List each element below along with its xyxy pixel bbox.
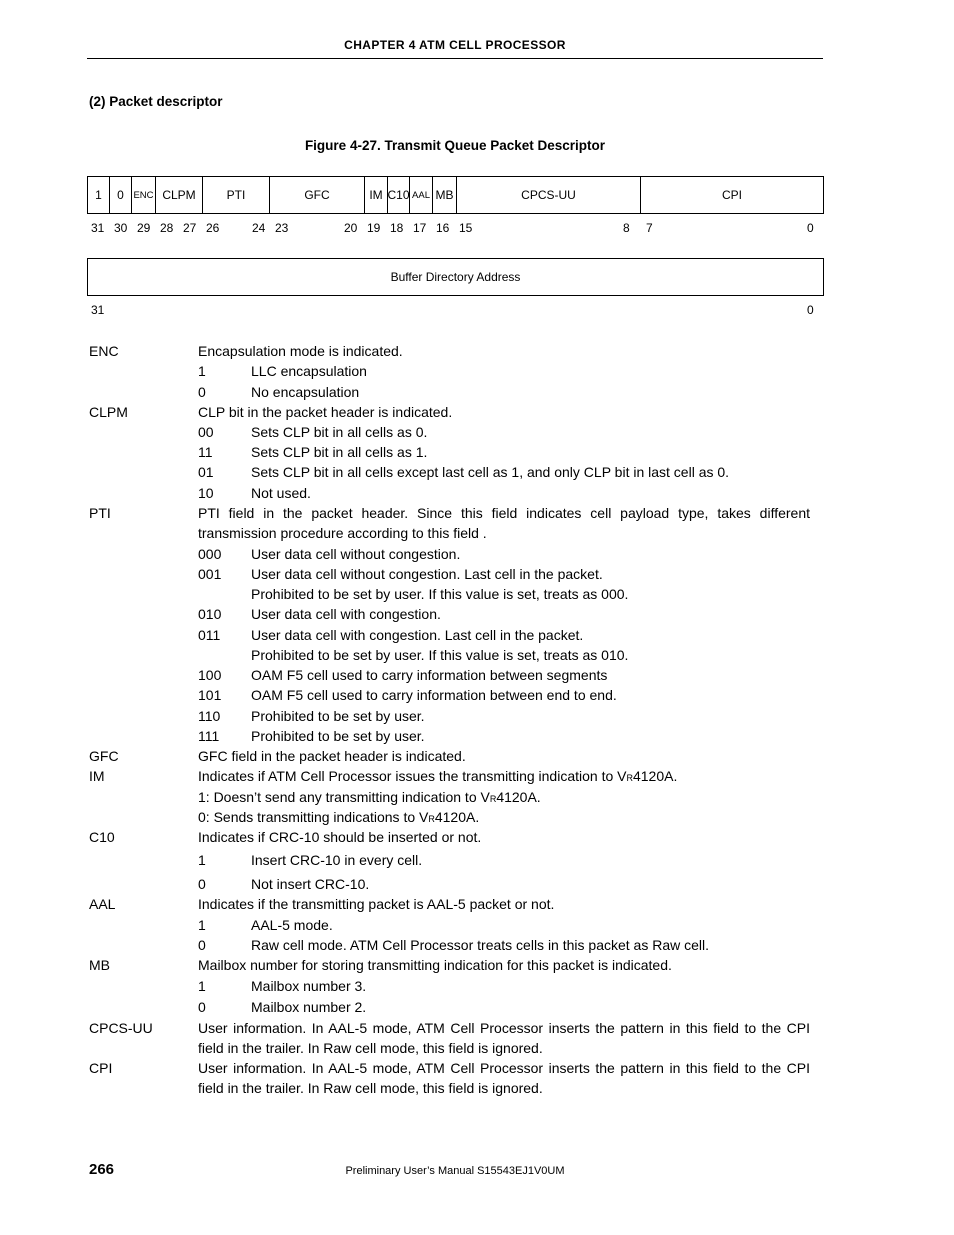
value-code: 1 (198, 852, 206, 868)
def-desc-mb: Mailbox number for storing transmitting indication for this packet is indicated. (198, 957, 672, 973)
value-code: 111 (198, 728, 220, 744)
bit-label: 17 (413, 221, 427, 235)
bit-label: 19 (367, 221, 381, 235)
value-desc: OAM F5 cell used to carry information between end to end. (251, 687, 617, 703)
bit-label: 8 (623, 221, 630, 235)
def-desc-cpi: User information. In AAL-5 mode, ATM Cell Processor inserts the pattern in this field to the CPI (198, 1060, 810, 1076)
def-desc-pti-cont: transmission procedure according to this field . (198, 525, 487, 541)
bit-label: 0 (807, 221, 814, 235)
def-desc-clpm: CLP bit in the packet header is indicated. (198, 404, 453, 420)
value-desc: Not insert CRC-10. (251, 876, 370, 892)
bit-label: 24 (252, 221, 266, 235)
value-desc: Prohibited to be set by user. (251, 728, 425, 744)
field-bit30: 0 (110, 177, 132, 213)
bit-label: 7 (646, 221, 653, 235)
def-term-aal: AAL (89, 896, 116, 912)
value-code: 0 (198, 384, 206, 400)
field-gfc: GFC (270, 177, 365, 213)
value-code: 1 (198, 363, 206, 379)
def-desc-enc: Encapsulation mode is indicated. (198, 343, 403, 359)
value-code: 110 (198, 708, 221, 724)
value-desc: Raw cell mode. ATM Cell Processor treats cells in this packet as Raw cell. (251, 937, 710, 953)
footer-manual: Preliminary User’s Manual S15543EJ1V0UM (345, 1165, 565, 1177)
value-note: Prohibited to be set by user. If this value is set, treats as 000. (251, 586, 629, 602)
value-code: 1 (198, 917, 206, 933)
value-code: 000 (198, 546, 222, 562)
def-term-enc: ENC (89, 343, 119, 359)
value-desc: User data cell with congestion. Last cell in the packet. (251, 627, 584, 643)
bit-label: 20 (344, 221, 358, 235)
value-code: 010 (198, 606, 222, 622)
bit-label: 31 (91, 303, 105, 317)
figure-title: Figure 4-27. Transmit Queue Packet Descriptor (304, 138, 606, 153)
value-desc: Sets CLP bit in all cells as 0. (251, 424, 428, 440)
bit-label: 15 (459, 221, 473, 235)
def-desc-im: Indicates if ATM Cell Processor issues the transmitting indication to VR4120A. (198, 768, 678, 784)
value-code: 10 (198, 485, 214, 501)
value-desc: User data cell without congestion. (251, 546, 461, 562)
bit-label: 29 (137, 221, 151, 235)
value-desc: AAL-5 mode. (251, 917, 333, 933)
bit-label: 31 (91, 221, 105, 235)
value-code: 011 (198, 627, 221, 643)
value-desc: Mailbox number 2. (251, 999, 367, 1015)
field-clpm: CLPM (156, 177, 203, 213)
def-term-gfc: GFC (89, 748, 119, 764)
header-rule (87, 58, 823, 59)
field-mb: MB (433, 177, 457, 213)
def-desc-c10: Indicates if CRC-10 should be inserted or not. (198, 829, 482, 845)
def-desc-pti: PTI field in the packet header. Since this field indicates cell payload type, takes different (198, 505, 810, 521)
value-code: 101 (198, 687, 222, 703)
value-desc: Sets CLP bit in all cells except last cell as 1, and only CLP bit in last cell as 0. (251, 464, 730, 480)
field-bit31: 1 (88, 177, 110, 213)
bit-label: 27 (183, 221, 197, 235)
value-code: 1 (198, 978, 206, 994)
field-aal: AAL (410, 177, 433, 213)
field-im: IM (365, 177, 388, 213)
value-desc: User data cell with congestion. (251, 606, 441, 622)
value-desc: Prohibited to be set by user. (251, 708, 425, 724)
def-term-pti: PTI (89, 505, 111, 521)
value-desc: LLC encapsulation (251, 363, 367, 379)
bit-label: 26 (206, 221, 220, 235)
value-code: 100 (198, 667, 222, 683)
value-desc: Insert CRC-10 in every cell. (251, 852, 423, 868)
bit-label: 18 (390, 221, 404, 235)
bit-label: 23 (275, 221, 289, 235)
def-term-mb: MB (89, 957, 110, 973)
value-desc: Sets CLP bit in all cells as 1. (251, 444, 428, 460)
field-c10: C10 (388, 177, 410, 213)
value-code: 00 (198, 424, 214, 440)
def-term-clpm: CLPM (89, 404, 128, 420)
value-code: 11 (198, 444, 213, 460)
def-im-option-0: 0: Sends transmitting indications to VR4120A. (198, 809, 480, 825)
def-desc-aal: Indicates if the transmitting packet is AAL-5 packet or not. (198, 896, 555, 912)
bit-label: 28 (160, 221, 174, 235)
def-term-c10: C10 (89, 829, 115, 845)
descriptor-word-2 (87, 258, 824, 296)
def-term-cpcs-uu: CPCS-UU (89, 1020, 153, 1036)
def-term-im: IM (89, 768, 105, 784)
value-code: 0 (198, 937, 206, 953)
field-pti: PTI (203, 177, 270, 213)
value-code: 01 (198, 464, 214, 480)
def-desc-gfc: GFC field in the packet header is indicated. (198, 748, 466, 764)
value-desc: No encapsulation (251, 384, 360, 400)
def-im-option-1: 1: Doesn’t send any transmitting indication to VR4120A. (198, 789, 541, 805)
bit-label: 16 (436, 221, 450, 235)
page-number: 266 (89, 1161, 115, 1178)
descriptor-word-1 (87, 176, 824, 214)
def-desc-cpcs-uu: User information. In AAL-5 mode, ATM Cell Processor inserts the pattern in this field to the CPI (198, 1020, 810, 1036)
bit-label: 0 (807, 303, 814, 317)
value-code: 0 (198, 999, 206, 1015)
def-desc-cpi-cont: field in the trailer. In Raw cell mode, this field is ignored. (198, 1080, 543, 1096)
def-term-cpi: CPI (89, 1060, 113, 1076)
section-title: (2) Packet descriptor (89, 94, 223, 109)
value-code: 0 (198, 876, 206, 892)
field-cpcs-uu: CPCS-UU (457, 177, 641, 213)
field-enc: ENC (132, 177, 156, 213)
value-desc: Not used. (251, 485, 311, 501)
bit-label: 30 (114, 221, 128, 235)
def-desc-cpcs-uu-cont: field in the trailer. In Raw cell mode, this field is ignored. (198, 1040, 543, 1056)
chapter-header: CHAPTER 4 ATM CELL PROCESSOR (344, 38, 566, 52)
value-desc: Mailbox number 3. (251, 978, 367, 994)
value-desc: User data cell without congestion. Last cell in the packet. (251, 566, 603, 582)
value-note: Prohibited to be set by user. If this value is set, treats as 010. (251, 647, 629, 663)
value-code: 001 (198, 566, 222, 582)
buffer-directory-address: Buffer Directory Address (390, 270, 521, 284)
value-desc: OAM F5 cell used to carry information between segments (251, 667, 608, 683)
field-cpi: CPI (721, 188, 742, 202)
